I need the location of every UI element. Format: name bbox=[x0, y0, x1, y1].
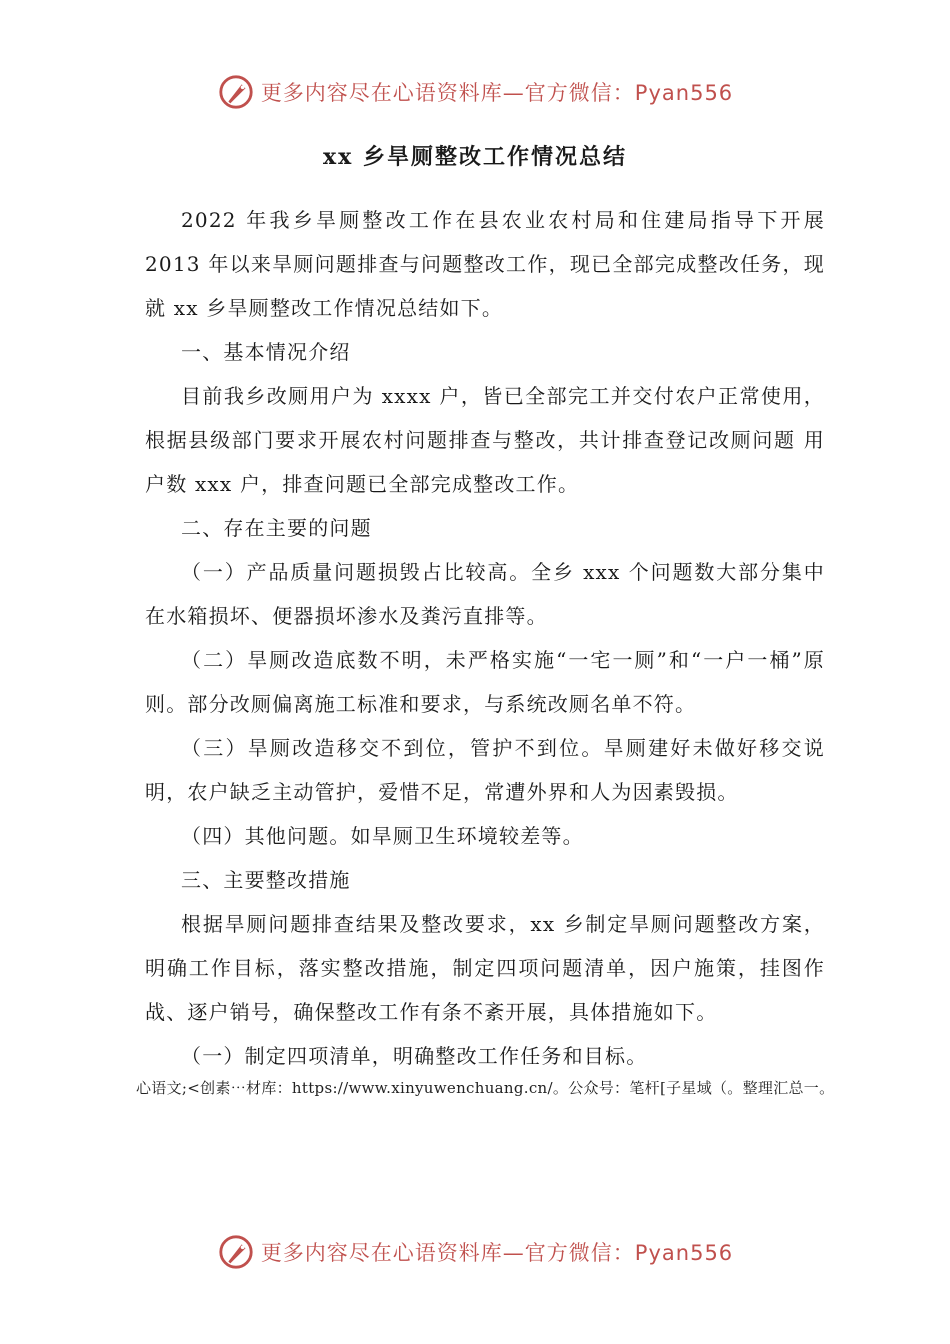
source-footnote: 心语文;<创素⋯材库：https://www.xinyuwenchuang.cn/。公众号：笔杆[子星域（。整理汇总一。 bbox=[136, 1079, 835, 1097]
pen-nib-logo-icon bbox=[217, 1233, 255, 1271]
footer-banner bbox=[0, 1230, 950, 1274]
paragraph-problem-1: （一）产品质量问题损毁占比较高。全乡 xxx 个问题数大部分集中在水箱损坏、便器损坏渗水及粪污直排等。 bbox=[145, 560, 825, 628]
paragraph-problem-4: （四）其他问题。如旱厕卫生环境较差等。 bbox=[181, 824, 584, 848]
paragraph-measure-1: （一）制定四项清单，明确整改工作任务和目标。 bbox=[181, 1044, 648, 1068]
pen-nib-logo-icon bbox=[217, 73, 255, 111]
banner-text: 更多内容尽在心语资料库—官方微信：Pyan556 bbox=[260, 1241, 734, 1265]
heading-basic-info: 一、基本情况介绍 bbox=[181, 340, 351, 364]
paragraph-measures: 根据旱厕问题排查结果及整改要求，xx 乡制定旱厕问题整改方案，明确工作目标，落实整改措施，制定四项问题清单，因户施策，挂图作战、逐户销号，确保整改工作有条不紊开展，具体措施如下。 bbox=[145, 912, 825, 1024]
paragraph-intro: 2022 年我乡旱厕整改工作在县农业农村局和住建局指导下开展 2013 年以来旱厕问题排查与问题整改工作，现已全部完成整改任务，现就 xx 乡旱厕整改工作情况总结如下。 bbox=[145, 208, 825, 320]
paragraph-problem-2: （二）旱厕改造底数不明，未严格实施“一宅一厕”和“一户一桶”原则。部分改厕偏离施工标准和要求，与系统改厕名单不符。 bbox=[145, 648, 825, 716]
heading-measures: 三、主要整改措施 bbox=[181, 868, 351, 892]
paragraph-basic-info: 目前我乡改厕用户为 xxxx 户，皆已全部完工并交付农户正常使用，根据县级部门要求开展农村问题排查与整改，共计排查登记改厕问题 用户数 xxx 户，排查问题已全部完成整改工作。 bbox=[145, 384, 825, 496]
header-banner bbox=[0, 70, 950, 114]
paragraph-problem-3: （三）旱厕改造移交不到位，管护不到位。旱厕建好未做好移交说明，农户缺乏主动管护，爱惜不足，常遭外界和人为因素毁损。 bbox=[145, 736, 825, 804]
banner-text: 更多内容尽在心语资料库—官方微信：Pyan556 bbox=[260, 81, 734, 105]
heading-main-problems: 二、存在主要的问题 bbox=[181, 516, 372, 540]
document-title: xx 乡旱厕整改工作情况总结 bbox=[323, 144, 627, 170]
